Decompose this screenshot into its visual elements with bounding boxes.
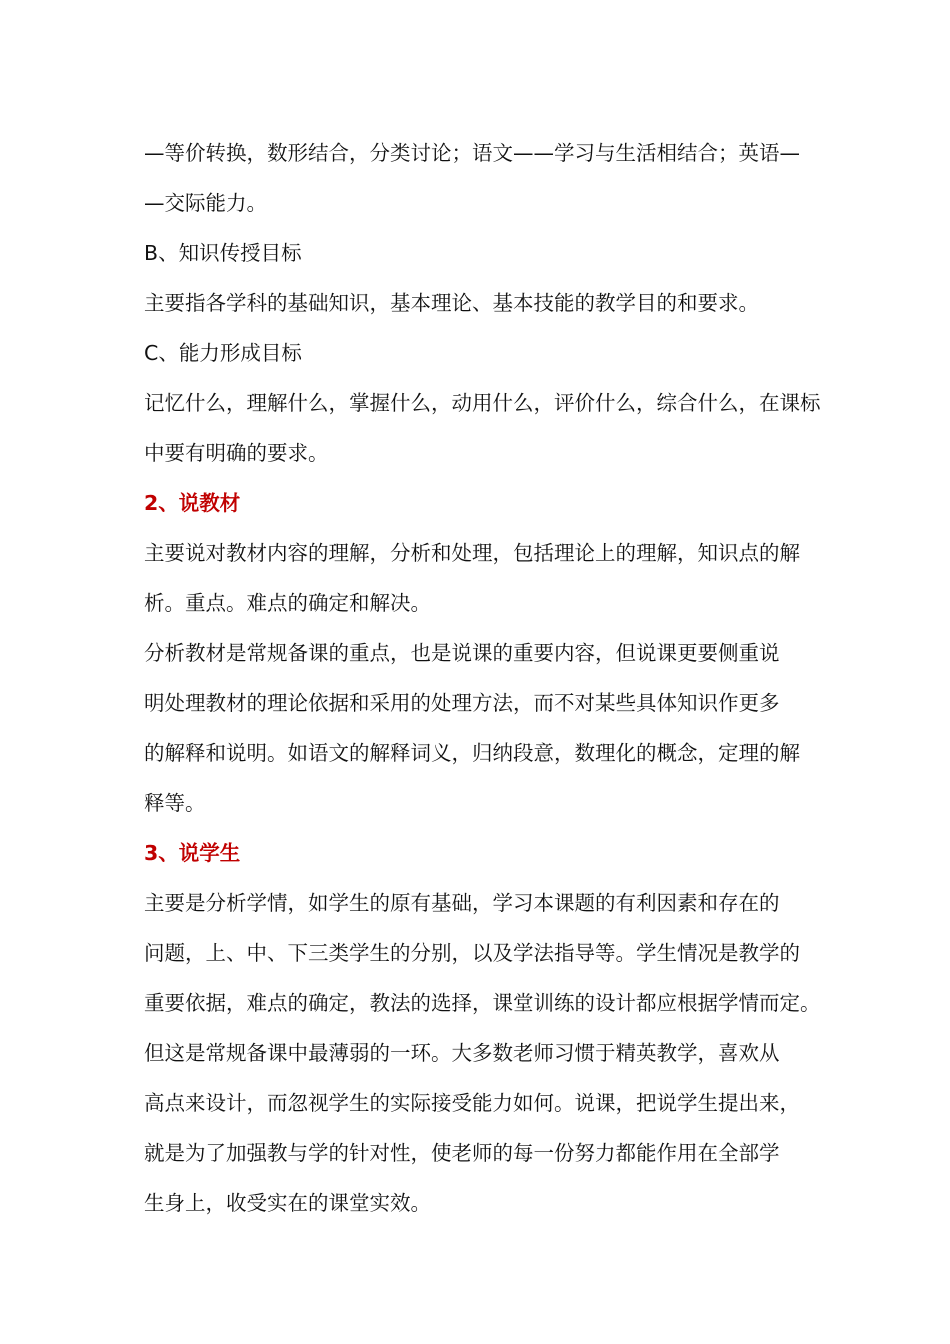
text-line: 问题，上、中、下三类学生的分别，以及学法指导等。学生情况是教学的 <box>144 941 800 965</box>
text-line: 高点来设计，而忽视学生的实际接受能力如何。说课，把说学生提出来， <box>144 1091 800 1115</box>
text-line: 就是为了加强教与学的针对性，使老师的每一份努力都能作用在全部学 <box>144 1141 780 1165</box>
text-line: 重要依据，难点的确定，教法的选择，课堂训练的设计都应根据学情而定。 <box>144 991 821 1015</box>
text-line: 释等。 <box>144 791 206 815</box>
document-page <box>144 128 821 1228</box>
text-line: —交际能力。 <box>144 191 267 215</box>
text-line: 的解释和说明。如语文的解释词义，归纳段意，数理化的概念，定理的解 <box>144 741 800 765</box>
text-line: 主要指各学科的基础知识，基本理论、基本技能的教学目的和要求。 <box>144 291 759 315</box>
text-line: 分析教材是常规备课的重点，也是说课的重要内容，但说课更要侧重说 <box>144 641 780 665</box>
text-line: 但这是常规备课中最薄弱的一环。大多数老师习惯于精英教学，喜欢从 <box>144 1041 780 1065</box>
section-heading: 3、说学生 <box>144 841 241 865</box>
text-line: 析。重点。难点的确定和解决。 <box>144 591 431 615</box>
text-line: 明处理教材的理论依据和采用的处理方法，而不对某些具体知识作更多 <box>144 691 780 715</box>
text-line: 主要是分析学情，如学生的原有基础，学习本课题的有利因素和存在的 <box>144 891 780 915</box>
text-line: 生身上，收受实在的课堂实效。 <box>144 1191 431 1215</box>
section-heading: 2、说教材 <box>144 491 241 515</box>
text-line: B、知识传授目标 <box>144 241 302 265</box>
text-line: C、能力形成目标 <box>144 341 302 365</box>
text-line: 记忆什么，理解什么，掌握什么，动用什么，评价什么，综合什么，在课标 <box>144 391 821 415</box>
text-line: 主要说对教材内容的理解，分析和处理，包括理论上的理解，知识点的解 <box>144 541 800 565</box>
text-line: 中要有明确的要求。 <box>144 441 329 465</box>
text-line: —等价转换，数形结合，分类讨论；语文——学习与生活相结合；英语— <box>144 141 800 165</box>
